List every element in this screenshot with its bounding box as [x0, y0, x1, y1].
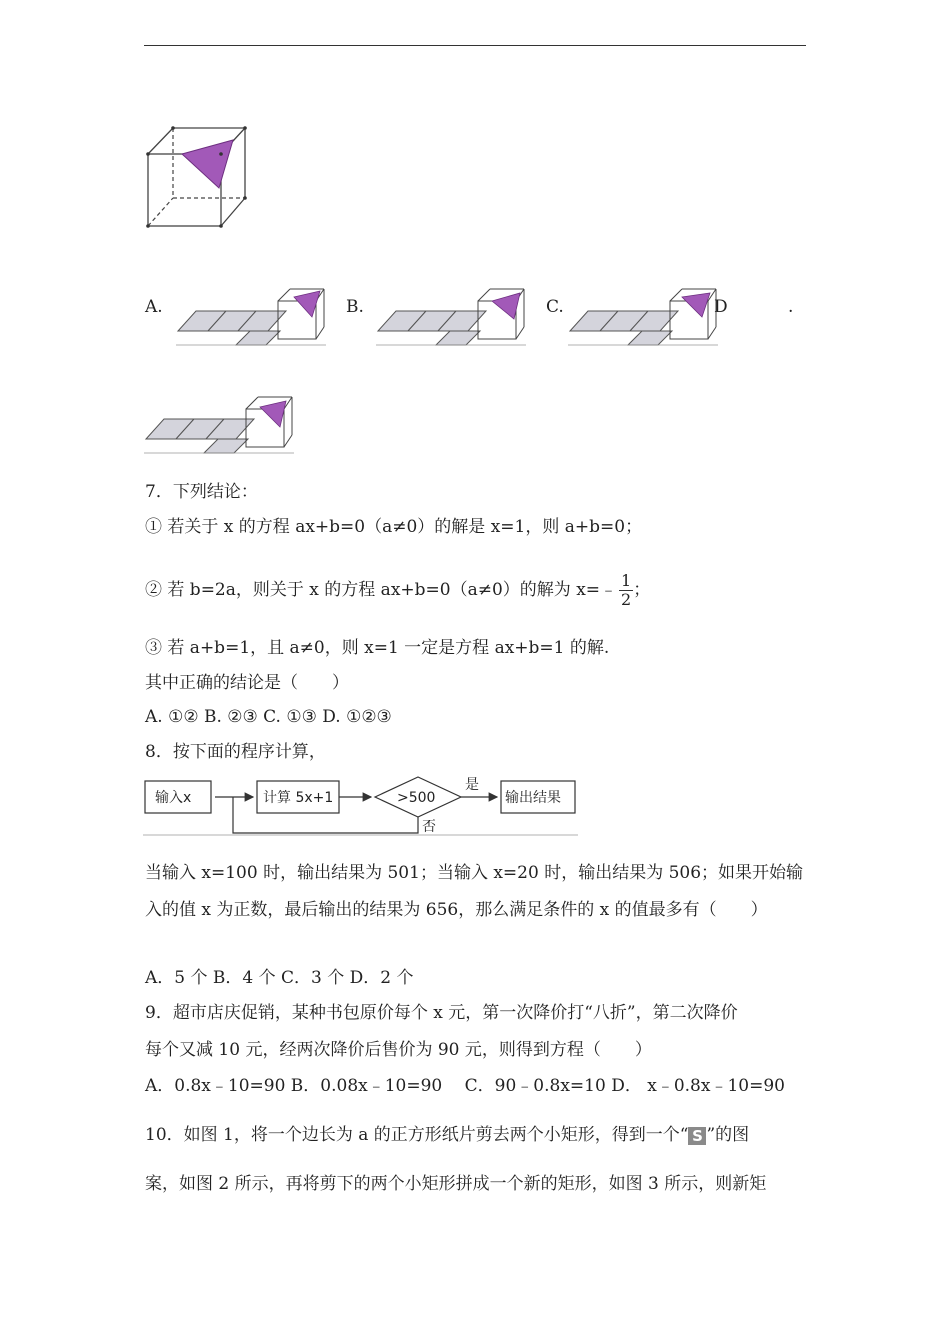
q9-options: A．0.8x﹣10=90 B．0.08x﹣10=90 C．90﹣0.8x=10 D． x﹣0.8x﹣10=90 — [145, 1076, 785, 1096]
q8-line-2: 入的值 x 为正数，最后输出的结果为 656，那么满足条件的 x 的值最多有（ ） — [145, 900, 768, 920]
fraction-numerator: 1 — [621, 571, 632, 590]
fraction-denominator: 2 — [621, 590, 632, 609]
q8-options: A．5 个 B．4 个 C．3 个 D．2 个 — [145, 968, 414, 988]
q9-line-2: 每个又减 10 元，经两次降价后售价为 90 元，则得到方程（ ） — [145, 1040, 652, 1060]
flow-condition-label: >500 — [397, 790, 436, 806]
option-b-label: B. — [346, 297, 364, 317]
q7-question: 其中正确的结论是（ ） — [145, 673, 349, 693]
q8-title: 8．按下面的程序计算， — [145, 742, 326, 762]
fraction — [619, 572, 633, 609]
flow-compute-label: 计算 5x+1 — [263, 790, 334, 806]
q7-statement-3: ③ 若 a+b=1，且 a≠0，则 x=1 一定是方程 ax+b=1 的解. — [145, 638, 610, 658]
option-b-net — [376, 287, 526, 347]
q8-line-1: 当输入 x=100 时，输出结果为 501；当输入 x=20 时，输出结果为 506；如果开始输 — [145, 863, 804, 883]
flow-no-label: 否 — [422, 819, 436, 835]
cube-figure — [140, 122, 250, 232]
option-d-net — [144, 393, 294, 455]
flow-yes-label: 是 — [465, 777, 479, 793]
flow-input-label: 输入x — [155, 790, 192, 806]
option-d-dot: . — [788, 297, 794, 317]
option-a-label: A. — [145, 297, 163, 317]
header-rule — [144, 45, 806, 46]
q9-line-1: 9．超市店庆促销，某种书包原价每个 x 元，第一次降价打“八折”，第二次降价 — [145, 1003, 738, 1023]
q7-statement-1: ① 若关于 x 的方程 ax+b=0（a≠0）的解是 x=1，则 a+b=0； — [145, 517, 643, 537]
q7-statement-2 — [145, 570, 650, 610]
q10-line-1 — [145, 1123, 749, 1147]
q10-line-2: 案，如图 2 所示，再将剪下的两个小矩形拼成一个新的矩形，如图 3 所示，则新矩 — [145, 1174, 767, 1194]
q10-line-1-end: ”的图 — [706, 1125, 750, 1145]
q8-flowchart — [143, 775, 583, 837]
s-shape-icon: S — [688, 1127, 706, 1145]
option-a-net — [176, 287, 326, 347]
option-c-label: C. — [546, 297, 564, 317]
q7-options: A. ①② B. ②③ C. ①③ D. ①②③ — [145, 707, 392, 727]
q7-statement-2-end: ； — [633, 580, 651, 600]
q7-statement-2-text: ② 若 b=2a，则关于 x 的方程 ax+b=0（a≠0）的解为 x=﹣ — [145, 580, 618, 600]
option-d-label: D — [714, 297, 728, 317]
flow-output-label: 输出结果 — [505, 790, 561, 806]
q10-line-1-text: 10．如图 1，将一个边长为 a 的正方形纸片剪去两个小矩形，得到一个“ — [145, 1125, 689, 1145]
option-c-net — [568, 287, 718, 347]
q7-title: 7．下列结论： — [145, 482, 258, 502]
